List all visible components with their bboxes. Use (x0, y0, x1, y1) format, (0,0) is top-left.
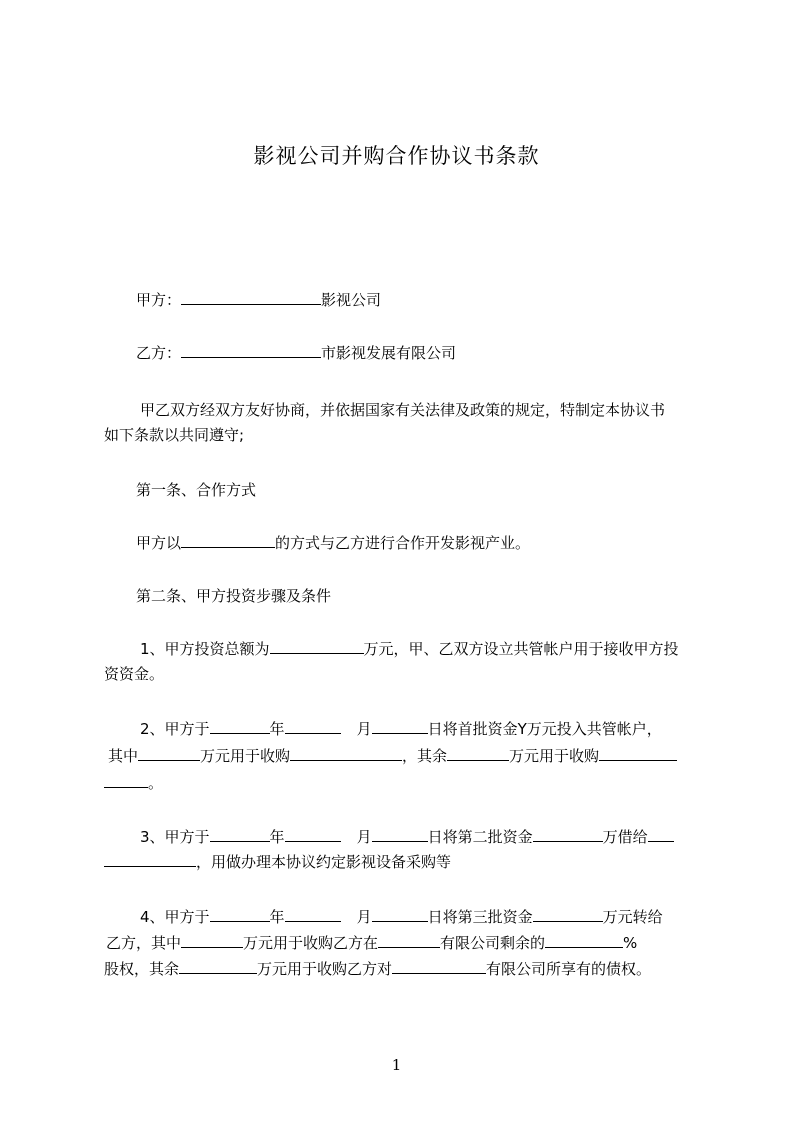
preamble-line-2: 如下条款以共同遵守; (104, 426, 245, 444)
item-2-text-5: 其中 (108, 747, 139, 765)
item-2-text-4: 日将首批资金Y万元投入共管帐户， (427, 720, 662, 738)
item-1-text-1: 1、甲方投资总额为 (140, 640, 270, 658)
preamble-line-1: 甲乙双方经双方友好协商，并依据国家有关法律及政策的规定，特制定本协议书 (140, 401, 666, 419)
total-investment-blank (270, 637, 364, 654)
party-a-line (136, 287, 381, 314)
item-3-line-2 (104, 849, 451, 876)
item-3-text-3: 月 (356, 828, 372, 846)
item-2-line-3 (104, 770, 163, 797)
article-2-heading: 第二条、甲方投资步骤及条件 (136, 587, 332, 605)
item-2-text-2: 年 (269, 720, 285, 738)
item-4-debt-company-blank (392, 957, 486, 974)
item-2-rest-target-blank-cont (104, 771, 148, 788)
document-title: 影视公司并购合作协议书条款 (253, 144, 540, 168)
article-1-heading: 第一条、合作方式 (136, 481, 257, 499)
item-3-month-blank (285, 825, 341, 842)
article-1-text-b: 的方式与乙方进行合作开发影视产业。 (275, 534, 531, 552)
item-2-text-8: 万元用于收购 (509, 747, 600, 765)
article-1-text (136, 530, 530, 557)
item-2-line-1 (140, 716, 662, 743)
item-3-year-blank (210, 825, 270, 842)
item-4-rest-amount-blank (179, 957, 257, 974)
party-b-label: 乙方： (136, 344, 182, 362)
item-3-borrower-blank (648, 825, 674, 842)
item-3-amount-blank (533, 825, 603, 842)
item-2-text-1: 2、甲方于 (140, 720, 210, 738)
party-b-suffix: 市影视发展有限公司 (321, 344, 457, 362)
item-1-line-1 (140, 636, 679, 663)
item-4-text-3: 月 (356, 908, 372, 926)
item-2-year-blank (210, 717, 270, 734)
item-3-text-6: ，用做办理本协议约定影视设备采购等 (196, 853, 452, 871)
item-4-text-7: 万元用于收购乙方在 (243, 934, 379, 952)
item-4-company-blank (378, 931, 440, 948)
item-4-month-blank (285, 905, 341, 922)
item-1-text-2: 万元，甲、乙双方设立共管帐户用于接收甲方投 (363, 640, 679, 658)
cooperation-method-blank (181, 531, 275, 548)
item-3-text-1: 3、甲方于 (140, 828, 210, 846)
item-1-line-2: 资资金。 (104, 665, 165, 683)
item-4-text-6: 乙方，其中 (106, 934, 182, 952)
item-2-month-blank (285, 717, 341, 734)
item-2-amount-blank (138, 744, 200, 761)
party-b-line (136, 340, 456, 367)
item-4-line-3 (104, 956, 651, 983)
party-a-suffix: 影视公司 (321, 291, 382, 309)
item-2-line-2 (108, 743, 677, 770)
item-4-line-2 (106, 930, 637, 957)
item-4-text-8: 有限公司剩余的 (440, 934, 546, 952)
item-2-rest-amount-blank (447, 744, 509, 761)
item-4-amount-blank (533, 905, 603, 922)
item-4-text-1: 4、甲方于 (140, 908, 210, 926)
item-3-text-4: 日将第二批资金 (427, 828, 533, 846)
item-2-text-6: 万元用于收购 (200, 747, 291, 765)
item-3-text-5: 万借给 (602, 828, 648, 846)
item-3-day-blank (372, 825, 428, 842)
item-3-line-1 (140, 824, 674, 851)
page-number: 1 (391, 1056, 402, 1074)
item-4-text-12: 有限公司所享有的债权。 (486, 960, 652, 978)
item-4-text-4: 日将第三批资金 (427, 908, 533, 926)
item-3-borrower-blank-cont (104, 850, 196, 867)
item-2-text-7: ，其余 (402, 747, 448, 765)
item-2-text-3: 月 (356, 720, 372, 738)
item-4-text-9: % (623, 934, 638, 952)
party-a-label: 甲方： (136, 291, 182, 309)
item-4-percent-blank (545, 931, 623, 948)
item-2-text-9: 。 (148, 774, 164, 792)
item-2-rest-target-blank (599, 744, 677, 761)
article-1-text-a: 甲方以 (136, 534, 182, 552)
item-2-day-blank (372, 717, 428, 734)
party-b-blank (181, 341, 321, 358)
item-4-line-1 (140, 904, 663, 931)
item-4-day-blank (372, 905, 428, 922)
item-4-equity-amount-blank (181, 931, 243, 948)
item-4-text-10: 股权，其余 (104, 960, 180, 978)
item-3-text-2: 年 (269, 828, 285, 846)
item-4-text-11: 万元用于收购乙方对 (257, 960, 393, 978)
item-4-text-5: 万元转给 (602, 908, 663, 926)
item-4-text-2: 年 (269, 908, 285, 926)
party-a-blank (181, 288, 321, 305)
item-2-target-blank (290, 744, 402, 761)
item-4-year-blank (210, 905, 270, 922)
